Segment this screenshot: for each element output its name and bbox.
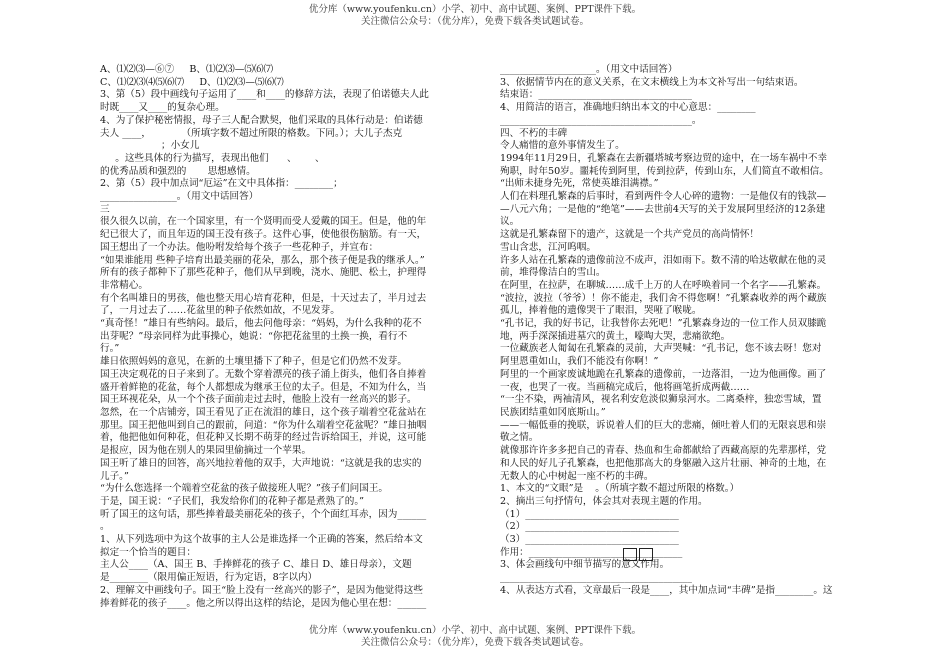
text-line: 听了国王的这句话，那些捧着最美丽花朵的孩子，个个面红耳赤，因为______ <box>100 508 427 520</box>
text-line: 时既____又____的复杂心理。 <box>100 102 225 114</box>
text-line: “如果谁能用 些种子培育出最美丽的花朵，那么，那个孩子便是我的继承人。” <box>100 254 425 266</box>
text-line: 1、本文的“文眼”是 。（所填字数不超过所限的格数。） <box>500 483 740 495</box>
text-line: “为什么您选择一个端着空花盆的孩子做接班人呢？”孩子们问国王。 <box>100 483 389 495</box>
text-line: 阿里的一个画家废诚地跪在孔繁森的遗像前，一边落泪，一边为他画像。画了 <box>500 368 827 380</box>
text-line: 许多人站在孔繁森的遗像前泣不成声，泪如雨下。数不清的哈达敬献在他的灵 <box>500 254 827 266</box>
text-line: 出芽呢？”母亲同样为此事操心，她说：“你把花盆里的土换一换，看行不 <box>100 330 408 342</box>
right-column <box>500 64 875 598</box>
footer-line-2: 关注微信公众号：（优分库），免费下载各类试题试卷。 <box>360 637 589 648</box>
text-line: 令人痛惜的意外事情发生了。 <box>500 140 625 152</box>
answer-box <box>639 548 653 561</box>
text-line: “孔书记，我的好书记，让我替你去死吧！”孔繁森身边的一位工作人员双膝跪 <box>500 318 827 330</box>
text-line: 地，两手深深插进墓穴的黄土，嚎啕大哭，悲痛欲绝。 <box>500 330 731 342</box>
text-line: 。这些具体的行为描写，表现出他们 、 、 <box>100 152 325 164</box>
text-line: 3、体会画线句中细节描写的意义作用。 <box>500 559 670 571</box>
text-line: 在阿里，在拉萨，在聊城……成千上万的人在呼唤着同一个名字——孔繁森。 <box>500 279 827 291</box>
text-line: 国王环视花朵，从一个个孩子面前走过去时，他脸上没有一丝高兴的影子。 <box>100 394 417 406</box>
text-line: 3、依据情节内在的意义关系，在文末横线上为本文补写出一句结束语。 <box>500 76 804 88</box>
text-line: 2、摘出三句抒情句，体会其对表现主题的作用。 <box>500 495 708 507</box>
text-line: 无数人的心中树起一座不朽的丰碑。 <box>500 470 654 482</box>
text-line: 3、第（5）段中画线句子运用了____和____的修辞方法，表现了伯诺德夫人此 <box>100 89 429 101</box>
text-line: C、⑴⑵⑶⑷⑸⑹⑺ D、⑴⑵⑶—⑸⑹⑺ <box>100 76 284 88</box>
text-line: 4、用简洁的语言，准确地归纳出本文的中心意思：________ <box>500 102 756 114</box>
text-line: 主人公____（A、国王 B、手捧鲜花的孩子 C、雄日 D、雄日母亲），文题 <box>100 559 412 571</box>
text-line: ________________。（用文中话回答） <box>100 191 259 203</box>
text-line: 盛开着鲜艳的花盆，每个人都想成为继承王位的太子。但是，不知为什么，当 <box>100 381 427 393</box>
left-column <box>100 64 472 610</box>
text-line: 是________（限用偏正短语，行为定语，8字以内） <box>100 572 318 584</box>
text-line: 三 <box>100 203 110 215</box>
text-line: 的优秀品质和强烈的 思想感情。 <box>100 165 256 177</box>
text-line: 1994年11月29日，孔繁森在去新疆塔城考察边贸的途中，在一场车祸中不幸 <box>500 152 828 164</box>
text-line: 夫人 ____， （所填字数不超过所限的格数。下同。）；大儿子杰克 <box>100 127 403 139</box>
text-line: 民族团结重如冈底斯山。” <box>500 406 606 418</box>
text-line: 议。 <box>500 216 520 228</box>
text-line: 一位藏族老人匍匐在孔繁森的灵前，大声哭喊：“孔书记，您不该去呀！您对 <box>500 343 822 355</box>
text-line: 孤儿，捧着他的遗像哭干了眼泪，哭哑了喉咙。 <box>500 305 702 317</box>
text-line: 所有的孩子都种下了那些花种子，他们从早到晚，浇水、施肥、松土，护理得 <box>100 267 427 279</box>
text-line: ；小女儿 <box>100 140 200 152</box>
text-line: 非常精心。 <box>100 279 148 291</box>
text-line: 捧着鲜花的孩子____。他之所以得出这样的结论，是因为他心里在想：______ <box>100 597 427 609</box>
text-line: 人们在料理孔繁森的后事时，看到两件令人心碎的遗物：一是他仅有的钱款— <box>500 191 827 203</box>
text-line: ____________________。（用文中话回答） <box>500 64 678 75</box>
header-line-1: 优分库（www.youfenku.cn）小学、初中、高中试题、案例、PPT课件下载。 <box>308 4 642 15</box>
text-line: —八元六角；一是他的“绝笔”——去世前4天写的关于发展阿里经济的12条建 <box>500 203 826 215</box>
text-line: 4、从表达方式看，文章最后一段是____，其中加点词“丰碑”是指________。这 <box>500 584 833 596</box>
page-header <box>0 4 950 28</box>
text-line: 很久很久以前，在一个国家里，有一个贤明而受人爱戴的国王。但是，他的年 <box>100 216 427 228</box>
text-line: 这就是孔繁森留下的遗产，这就是一个共产党员的高尚情怀！ <box>500 229 760 241</box>
text-line: 阿里恩重如山，我们不能没有你啊！” <box>500 356 659 368</box>
text-line: ——一幅低垂的挽联，诉说着人们的巨大的悲痛，倾吐着人们的无限哀思和崇 <box>500 419 827 431</box>
text-line: 敬之情。 <box>500 432 539 444</box>
text-line: “一尘不染，两袖清风，视名利安危淡似狮泉河水。二离桑梓，独恋雪域，置 <box>500 394 822 406</box>
header-line-2: 关注微信公众号：（优分库），免费下载各类试题试卷。 <box>360 16 589 27</box>
text-line: 一夜，也哭了一夜。当画稿完成后，他将画笔折成两截…… <box>500 381 750 393</box>
text-line: A、⑴⑵⑶—⑥⑦ B、⑴⑵⑶—⑸⑹⑺ <box>100 64 274 75</box>
text-line: 2、第（5）段中加点词“厄运”在文中具体指：________； <box>100 178 343 190</box>
text-line: 前，堆得像洁白的雪山。 <box>500 267 606 279</box>
text-line: 行。” <box>100 343 120 355</box>
text-line: （3）________________________________ <box>500 534 679 546</box>
text-line: 了，一月过去了……花盆里的种子依然如故，不见发芽。 <box>100 305 340 317</box>
text-line: 结束语：________________________________ <box>500 89 692 101</box>
text-line: 拟定一个恰当的题目： <box>100 546 196 558</box>
text-line: “出师未捷身先死，常使英雄泪满襟。” <box>500 178 659 190</box>
text-line: 作用：________________________________ <box>500 546 683 558</box>
answer-box <box>623 548 637 561</box>
text-line: 。 <box>100 521 110 533</box>
text-line: ________________________________________ <box>500 572 692 584</box>
text-line: 是报应，因为他在别人的果园里偷摘过一个苹果。 <box>100 445 312 457</box>
text-line: “波拉，波拉（爷爷）！你不能走，我们舍不得您啊！”孔繁森收养的两个藏族 <box>500 292 827 304</box>
text-line: 国王听了雄日的回答，高兴地拉着他的双手，大声地说：“这就是我的忠实的 <box>100 457 422 469</box>
text-line: ________________________________________。 <box>500 114 702 126</box>
text-line: 雄日依照妈妈的意见，在新的土壤里播下了种子，但是它们仍然不发芽。 <box>100 356 407 368</box>
text-line: 忽然，在一个店铺旁，国王看见了正在流泪的雄日，这个孩子端着空花盆站在 <box>100 406 427 418</box>
text-line: （2）________________________________ <box>500 521 679 533</box>
text-line: 1、从下列选项中为这个故事的主人公是谁选择一个正确的答案，然后给本文 <box>100 534 423 546</box>
answer-boxes <box>622 548 654 561</box>
text-line: 儿子。” <box>100 470 129 482</box>
text-line: 纪已很大了，而且年迈的国王没有孩子。这件心事，使他很伤脑筋。有一天， <box>100 229 427 241</box>
text-line: 国王决定观花的日子来到了。无数个穿着漂亮的孩子涌上街头，他们各自捧着 <box>100 368 427 380</box>
text-line: 就像那许许多多把自己的青春、热血和生命都献给了西藏高原的先辈那样，党 <box>500 445 827 457</box>
text-line: 那里。国王把他叫到自己的跟前，问道：“你为什么端着空花盆呢？”雄日抽咽 <box>100 419 427 431</box>
text-line: 四、不朽的丰碑 <box>500 127 568 139</box>
text-line: 4、为了保护秘密情报，母子三人配合默契，他们采取的具体行动是：伯诺德 <box>100 114 423 126</box>
text-line: 雪山含悲，江河呜咽。 <box>500 241 596 253</box>
text-line: 2、理解文中画线句子。国王“脸上没有一丝高兴的影子”，是因为他觉得这些 <box>100 584 423 596</box>
text-line: 国王想出了一个办法。他吩咐发给每个孩子一些花种子，并宣布： <box>100 241 379 253</box>
text-line: 着，他把他如何种花，但花种又长期不萌芽的经过告诉给国王，并说，这可能 <box>100 432 427 444</box>
text-line: 有个名叫雄日的男孩，他也整天用心培育花种，但是，十天过去了，半月过去 <box>100 292 427 304</box>
text-line: 殉职，时年50岁。噩耗传到阿里，传到拉萨，传到山东，人们简直不敢相信。 <box>500 165 829 177</box>
footer-line-1: 优分库（www.youfenku.cn）小学、初中、高中试题、案例、PPT课件下载。 <box>308 625 642 636</box>
text-line: “真奇怪！”雄日有些纳闷。最后，他去问他母亲：“妈妈，为什么我种的花不 <box>100 318 422 330</box>
page-footer <box>0 625 950 649</box>
text-line: （1）________________________________ <box>500 508 679 520</box>
text-line: 和人民的好儿子孔繁森，也把他那高大的身躯融入这片壮丽、神奇的土地，在 <box>500 457 827 469</box>
text-line: 于是，国王说：“子民们，我发给你们的花种子都是煮熟了的。” <box>100 495 365 507</box>
